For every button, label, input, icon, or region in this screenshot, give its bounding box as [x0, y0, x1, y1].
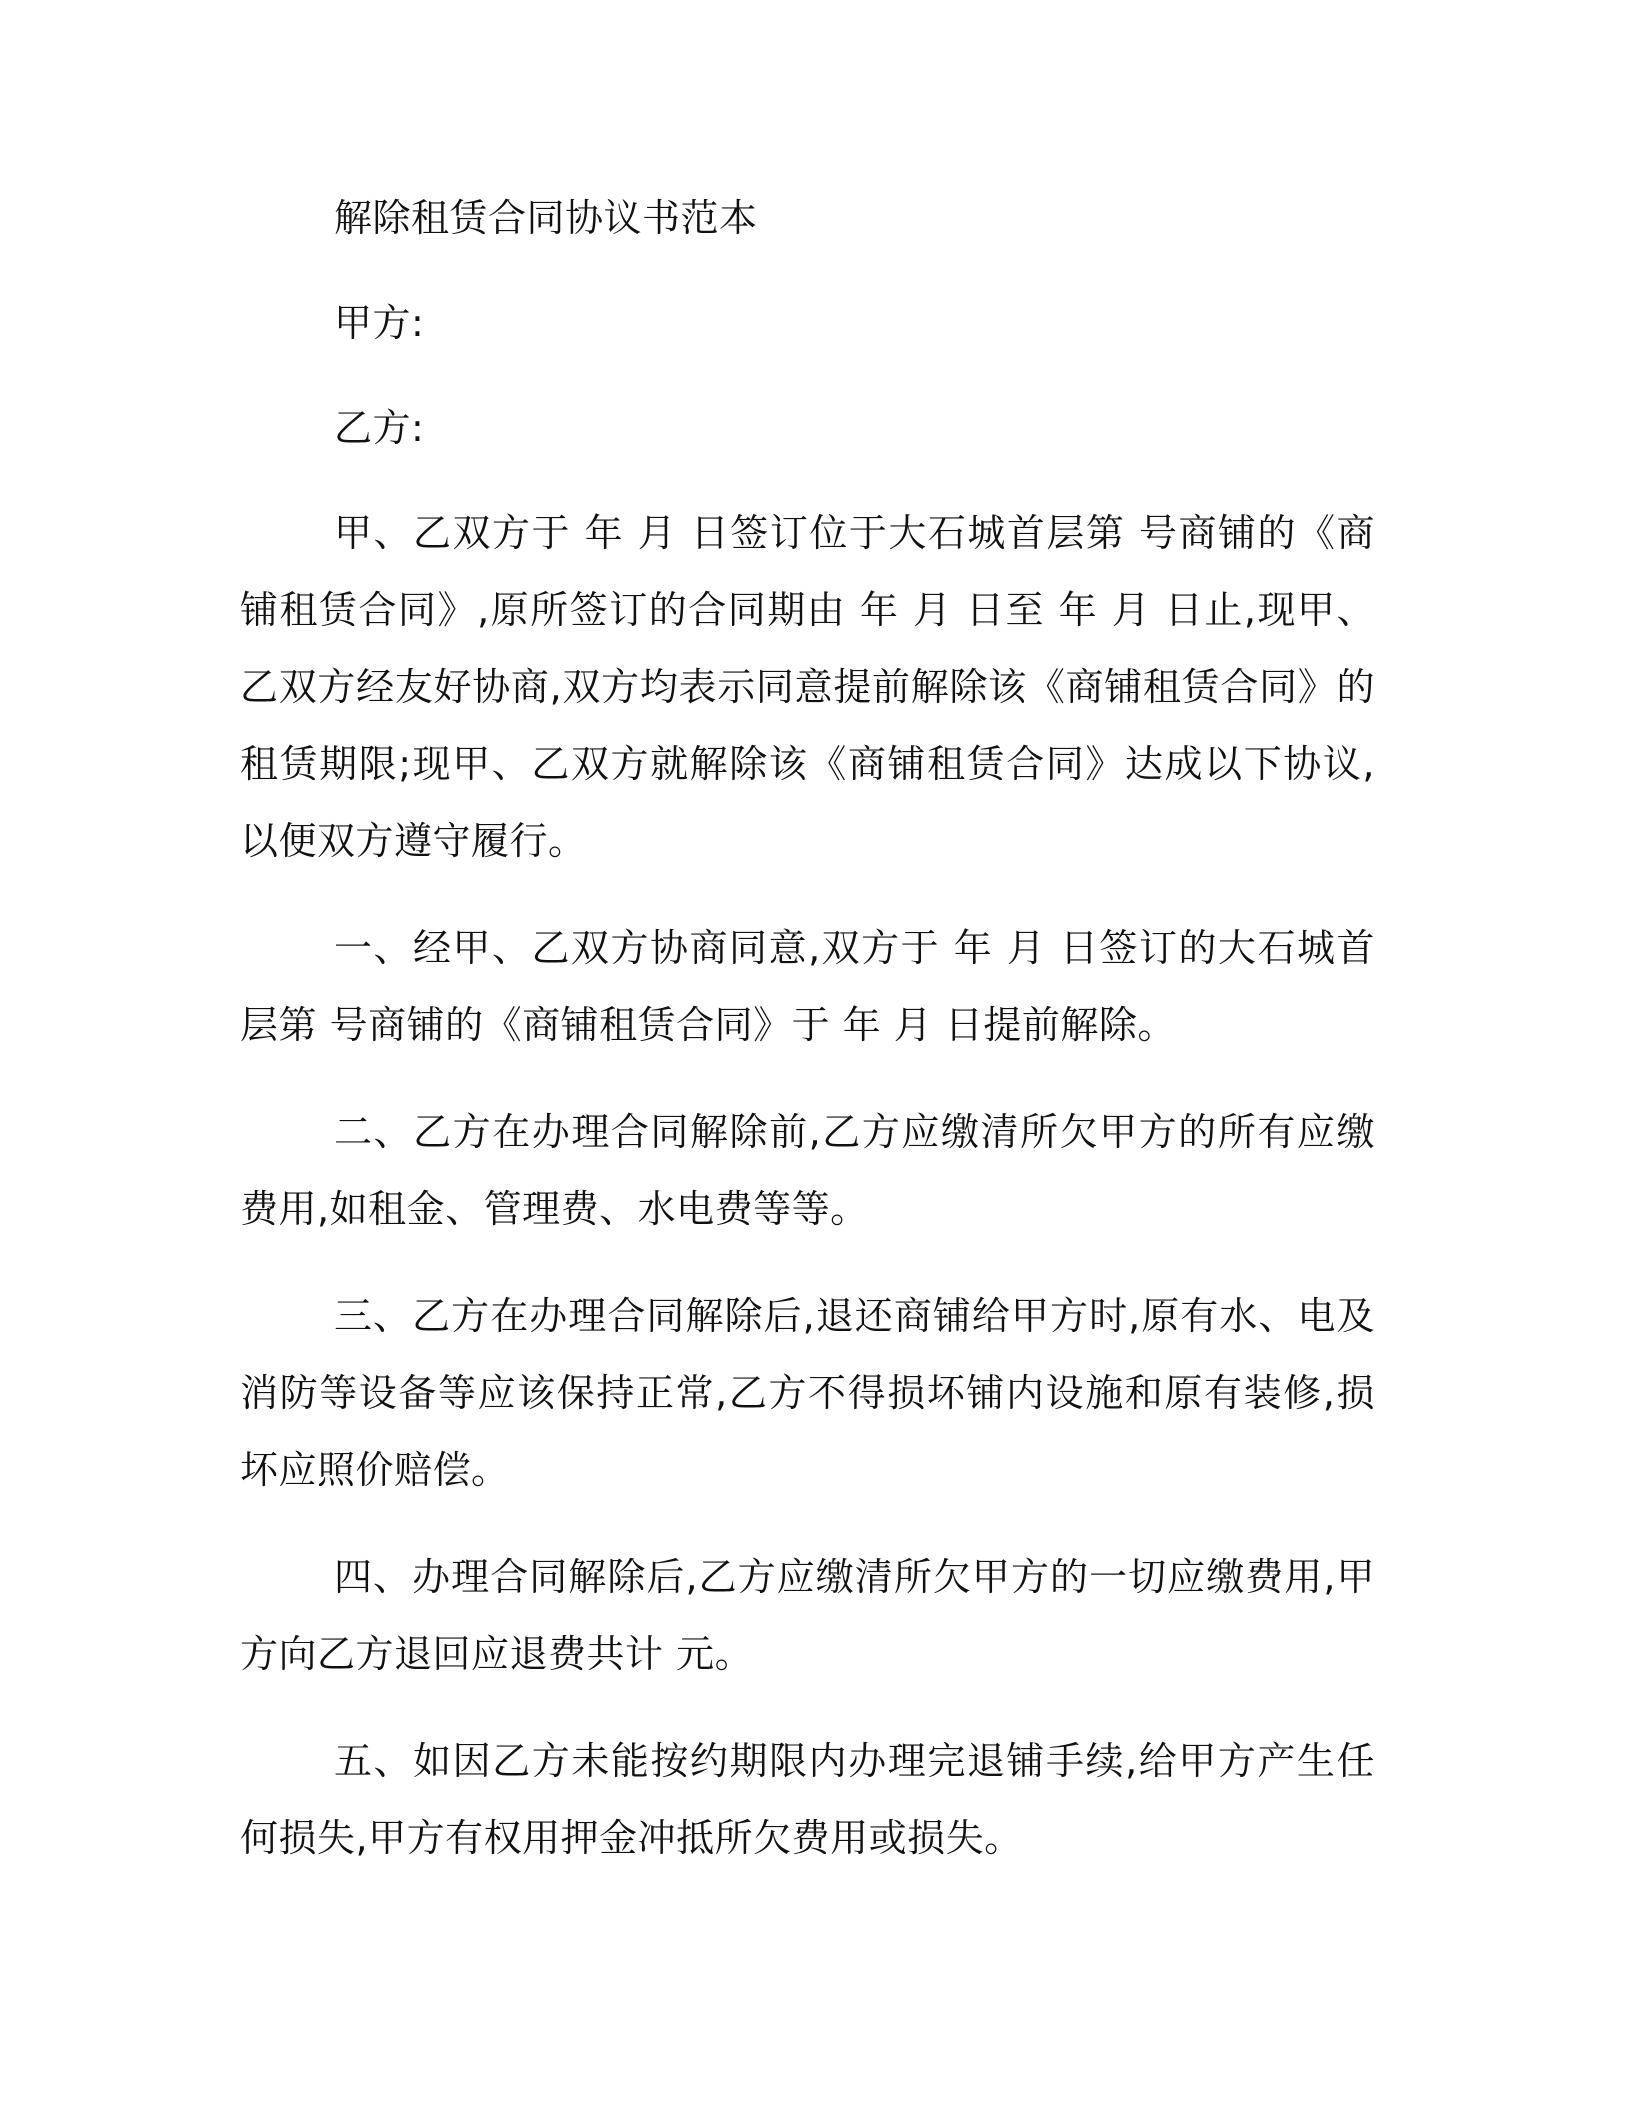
party-a-label: 甲方: [334, 301, 425, 345]
clause-1-paragraph: 一、经甲、乙双方协商同意,双方于 年 月 日签订的大石城首层第 号商铺的《商铺租赁合同》于 年 月 日提前解除。 [240, 926, 1375, 1047]
clause-3-paragraph: 三、乙方在办理合同解除后,退还商铺给甲方时,原有水、电及消防等设备等应该保持正常,乙方不得损坏铺内设施和原有装修,损坏应照价赔偿。 [240, 1294, 1375, 1492]
clause-2-paragraph: 二、乙方在办理合同解除前,乙方应缴清所欠甲方的所有应缴费用,如租金、管理费、水电费等等。 [240, 1110, 1375, 1231]
intro-paragraph: 甲、乙双方于 年 月 日签订位于大石城首层第 号商铺的《商铺租赁合同》,原所签订的合同期由 年 月 日至 年 月 日止,现甲、乙双方经友好协商,双方均表示同意提前解除该《商铺租赁合同》的租赁期限;现甲、乙双方就解除该《商铺租赁合同》达成以下协议,以便双方遵守履行。 [240, 511, 1375, 863]
document-title: 解除租赁合同协议书范本 [334, 196, 758, 240]
clause-5-paragraph: 五、如因乙方未能按约期限内办理完退铺手续,给甲方产生任何损失,甲方有权用押金冲抵所欠费用或损失。 [240, 1739, 1375, 1860]
party-b-label: 乙方: [334, 406, 425, 450]
clause-4-paragraph: 四、办理合同解除后,乙方应缴清所欠甲方的一切应缴费用,甲方向乙方退回应退费共计 元。 [240, 1555, 1375, 1676]
document-body [240, 180, 1375, 1907]
